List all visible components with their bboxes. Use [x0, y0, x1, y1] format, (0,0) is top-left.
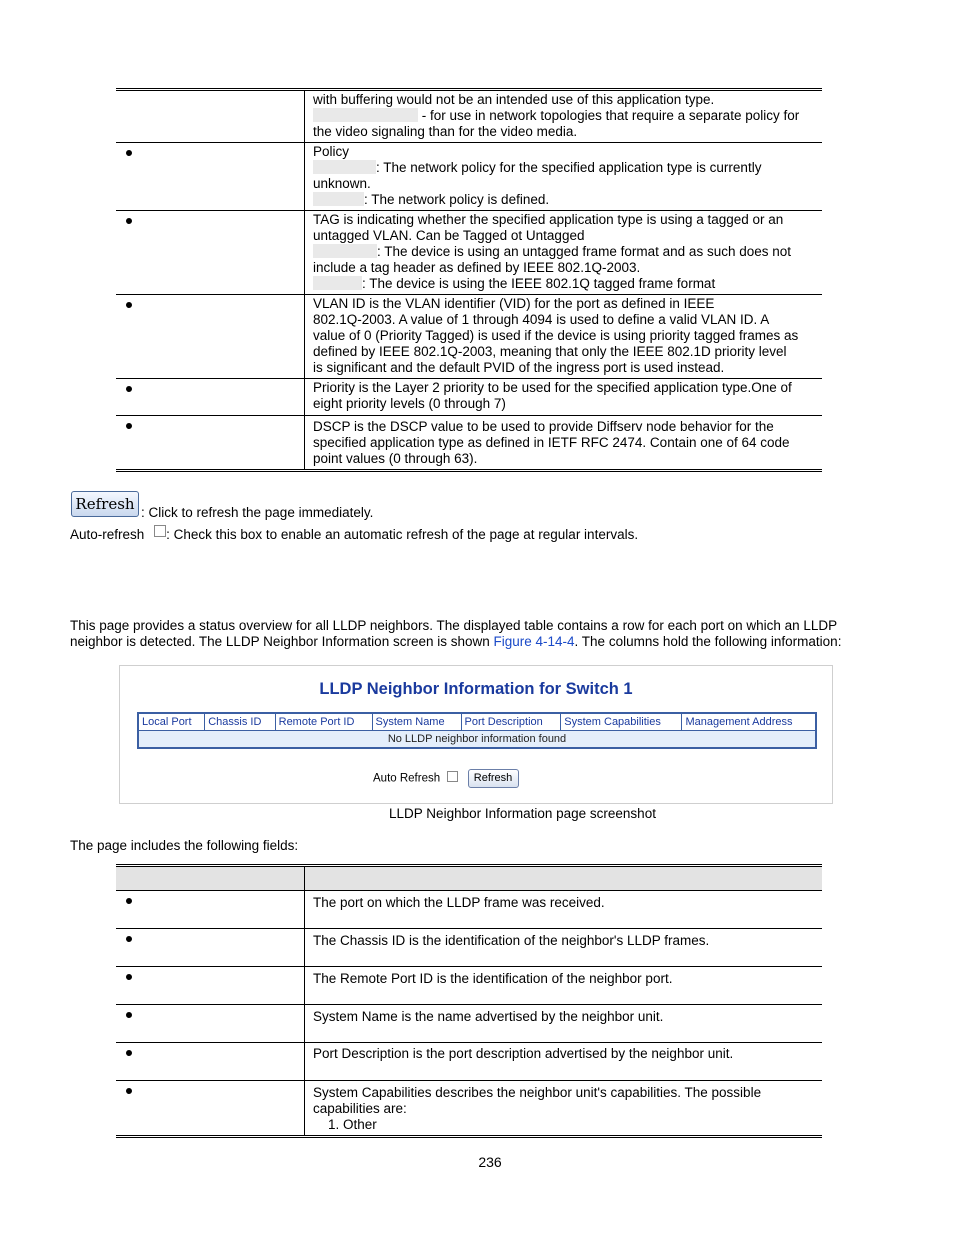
bullet-icon: [126, 974, 132, 980]
table-row: Port Description is the port description advertised by the neighbor unit.: [116, 1043, 822, 1081]
table-row: The Chassis ID is the identification of the neighbor's LLDP frames.: [116, 929, 822, 967]
screenshot-controls: [373, 769, 519, 788]
refresh-description: : Click to refresh the page immediately.: [141, 505, 374, 520]
table-row: System Capabilities describes the neighbor unit's capabilities. The possible capabilities are: 1. Other: [116, 1081, 822, 1137]
table-row: with buffering would not be an intended use of this application type. - for use in network topologies that require a separate policy for the video signaling than for the video media.: [116, 90, 822, 143]
auto-refresh-label: Auto-refresh: [70, 527, 145, 542]
intro-paragraph: This page provides a status overview for all LLDP neighbors. The displayed table contains a row for each port on which an LLDP neighbor is detected. The LLDP Neighbor Information screen is shown Figure 4-14-4. The columns hold the following information:: [70, 618, 842, 649]
table-row: VLAN ID is the VLAN identifier (VID) for the port as defined in IEEE 802.1Q-2003. A value of 1 through 4094 is used to define a valid VLAN ID. A value of 0 (Priority Tagged) is used if the device is using priority tagged frames as defined by IEEE 802.1Q-2003, meaning that only the IEEE 802.1D priority level is significant and the default PVID of the ingress port is used instead.: [116, 295, 822, 379]
screenshot-title: LLDP Neighbor Information for Switch 1: [319, 680, 633, 698]
figure-link[interactable]: Figure 4-14-4: [493, 634, 575, 649]
auto-refresh-description: : Check this box to enable an automatic refresh of the page at regular intervals.: [166, 527, 639, 542]
col-system-capabilities: System Capabilities: [561, 713, 682, 731]
bullet-icon: [126, 1050, 132, 1056]
highlight-box: [313, 160, 376, 174]
auto-refresh-checkbox[interactable]: [447, 771, 458, 782]
table-row: Priority is the Layer 2 priority to be used for the specified application type.One of eight priority levels (0 through 7): [116, 379, 822, 416]
col-system-name: System Name: [372, 713, 461, 731]
empty-message: No LLDP neighbor information found: [138, 731, 816, 749]
refresh-button[interactable]: Refresh: [71, 491, 139, 517]
highlight-box: [313, 108, 418, 122]
refresh-button[interactable]: Refresh: [468, 769, 519, 788]
lldp-neighbor-screenshot: [119, 665, 833, 804]
highlight-box: [313, 192, 364, 206]
table-row: Policy : The network policy for the specified application type is currently unknown. : The network policy is defined.: [116, 143, 822, 211]
page-number: 236: [478, 1154, 502, 1170]
bullet-icon: [126, 218, 132, 224]
col-port-description: Port Description: [461, 713, 561, 731]
table-row: DSCP is the DSCP value to be used to provide Diffserv node behavior for the specified application type as defined in IETF RFC 2474. Contain one of 64 code point values (0 through 63).: [116, 416, 822, 471]
highlight-box: [313, 244, 377, 258]
col-chassis-id: Chassis ID: [205, 713, 275, 731]
bullet-icon: [126, 386, 132, 392]
fields-intro: The page includes the following fields:: [70, 838, 299, 853]
auto-refresh-checkbox[interactable]: [154, 525, 166, 537]
figure-caption: LLDP Neighbor Information page screenshot: [389, 806, 656, 821]
col-local-port: Local Port: [138, 713, 205, 731]
bullet-icon: [126, 150, 132, 156]
row-text: with buffering would not be an intended use of this application type.: [313, 92, 715, 107]
bullet-icon: [126, 936, 132, 942]
fields-table: [116, 864, 822, 1138]
table-row: [138, 731, 816, 749]
table-row: The port on which the LLDP frame was received.: [116, 891, 822, 929]
col-management-address: Management Address: [682, 713, 816, 731]
table-header-row: [138, 713, 816, 731]
col-remote-port-id: Remote Port ID: [275, 713, 372, 731]
bullet-icon: [126, 302, 132, 308]
table-header-row: [116, 866, 822, 891]
definition-table-1: [116, 88, 822, 472]
auto-refresh-row: [70, 525, 638, 542]
highlight-box: [313, 276, 362, 290]
table-row: System Name is the name advertised by the neighbor unit.: [116, 1005, 822, 1043]
lldp-neighbor-table: [137, 712, 817, 749]
bullet-icon: [126, 1012, 132, 1018]
bullet-icon: [126, 898, 132, 904]
table-row: TAG is indicating whether the specified application type is using a tagged or an untagged VLAN. Can be Tagged ot Untagged : The device is using an untagged frame format and as such does not include a tag header as defined by IEEE 802.1Q-2003. : The device is using the IEEE 802.1Q tagged frame format: [116, 211, 822, 295]
table-row: The Remote Port ID is the identification of the neighbor port.: [116, 967, 822, 1005]
bullet-icon: [126, 1088, 132, 1094]
bullet-icon: [126, 423, 132, 429]
auto-refresh-label: Auto Refresh: [373, 772, 441, 785]
